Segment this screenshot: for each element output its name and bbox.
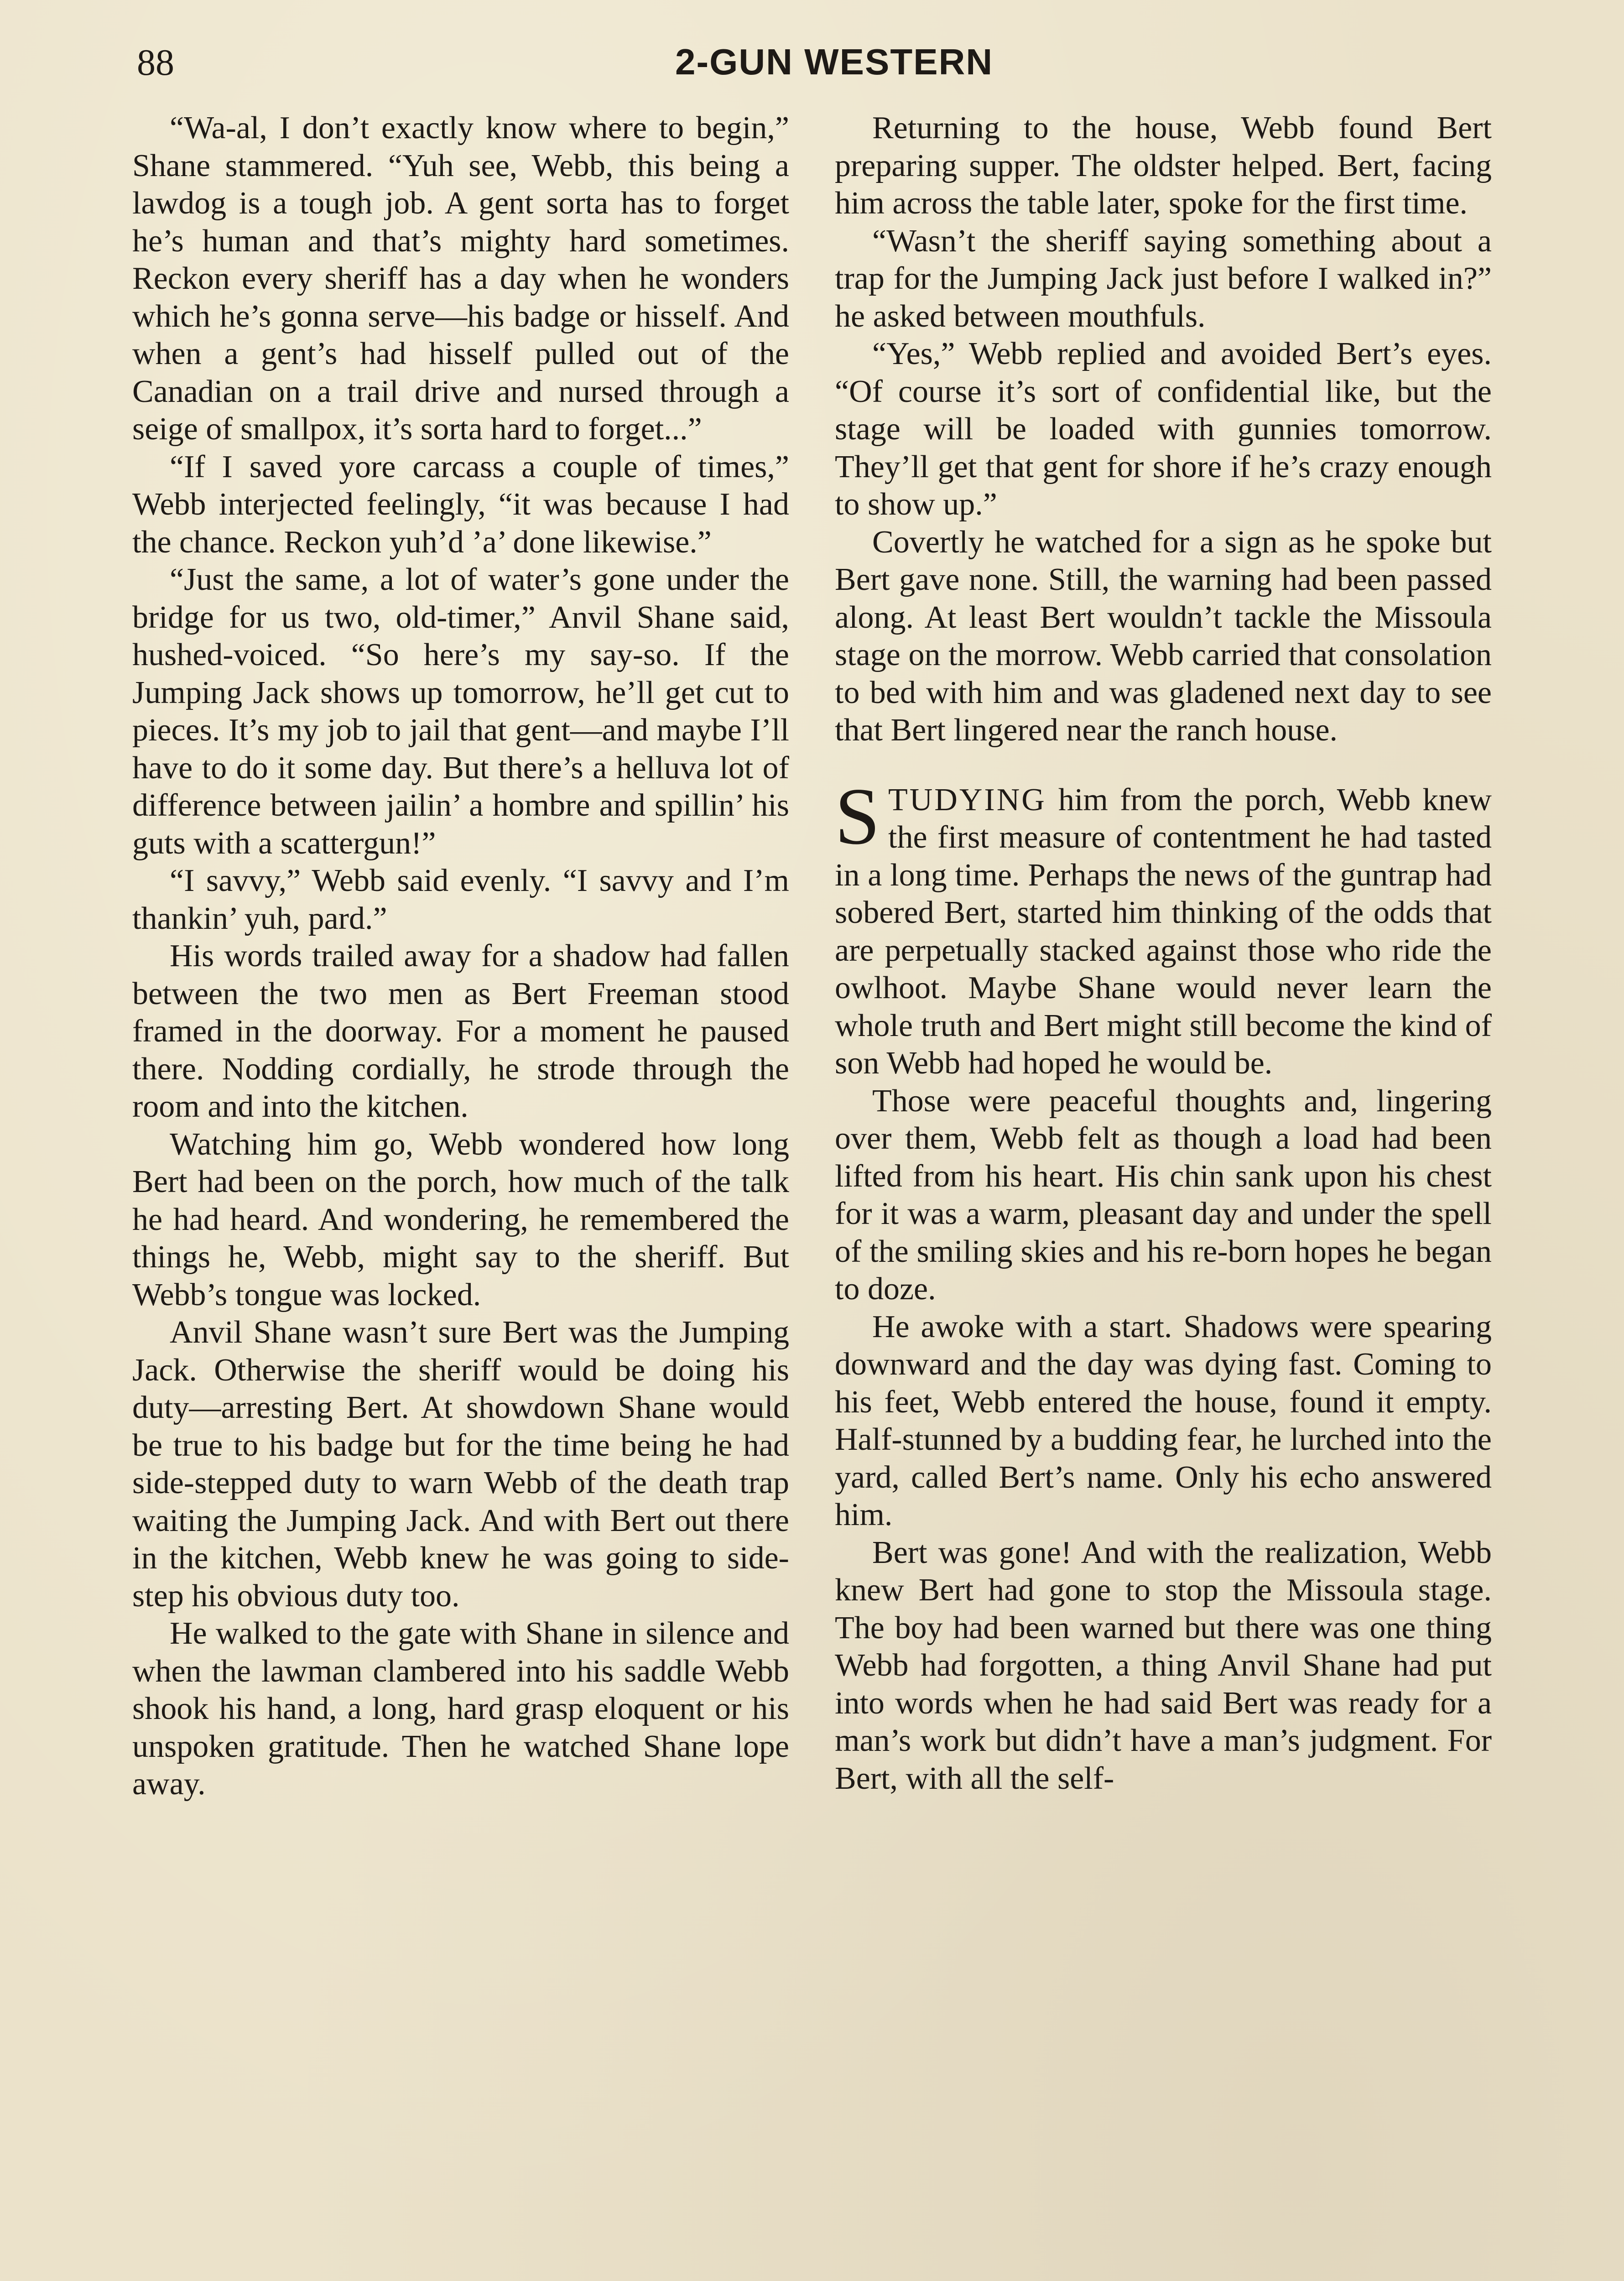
paragraph: Returning to the house, Webb found Bert preparing supper. The oldster helped. Bert, facing him across the table later, spoke for the first time. [835,110,1492,221]
paragraph-text: him from the porch, Webb knew the first measure of contentment he had tasted in a long time. Perhaps the news of the guntrap had sobered Bert, started him thinking of the odds that are perpetually stacked against those who ride the owlhoot. Maybe Shane would never learn the whole truth and Bert might still become the kind of son Webb had hoped he would be. [835,782,1492,1081]
paragraph: Those were peaceful thoughts and, lingering over them, Webb felt as though a load had been lifted from his heart. His chin sank upon his chest for it was a warm, pleasant day and under the spell of the smiling skies and his re-born hopes he began to doze. [835,1083,1492,1307]
paragraph: “If I saved yore carcass a couple of times,” Webb interjected feelingly, “it was because I had the chance. Reckon yuh’d ’a’ done likewise.” [132,449,789,560]
left-column [132,109,789,1803]
paragraph: Covertly he watched for a sign as he spoke but Bert gave none. Still, the warning had been passed along. At least Bert wouldn’t tackle the Missoula stage on the morrow. Webb carried that consolation to bed with him and was gladened next day to see that Bert lingered near the ranch house. [835,524,1492,748]
section-opening-paragraph [835,771,1492,1083]
drop-cap: S [835,771,880,861]
small-caps-lead: TUDYING [888,782,1046,818]
running-head: 2-GUN WESTERN [675,42,994,82]
paragraph: “Yes,” Webb replied and avoided Bert’s eyes. “Of course it’s sort of confidential like, but the stage will be loaded with gunnies tomorrow. They’ll get that gent for shore if he’s crazy enough to show up.” [835,336,1492,522]
paragraph: Watching him go, Webb wondered how long Bert had been on the porch, how much of the talk he had heard. And wondering, he remembered the things he, Webb, might say to the sheriff. But Webb’s tongue was locked. [132,1126,789,1312]
right-column [835,109,1492,1797]
paragraph: Bert was gone! And with the realization, Webb knew Bert had gone to stop the Missoula stage. The boy had been warned but there was one thing Webb had forgotten, a thing Anvil Shane had put into words when he had said Bert was ready for a man’s work but didn’t have a man’s judgment. For Bert, with all the self- [835,1535,1492,1796]
paragraph: Anvil Shane wasn’t sure Bert was the Jumping Jack. Otherwise the sheriff would be doing his duty—arresting Bert. At showdown Shane would be true to his badge but for the time being he had side-stepped duty to warn Webb of the death trap waiting the Jumping Jack. And with Bert out there in the kitchen, Webb knew he was going to side-step his obvious duty too. [132,1315,789,1614]
page-number: 88 [137,42,174,83]
paragraph: His words trailed away for a shadow had fallen between the two men as Bert Freeman stood framed in the doorway. For a moment he paused there. Nodding cordially, he strode through the room and into the kitchen. [132,938,789,1124]
paragraph: “Just the same, a lot of water’s gone under the bridge for us two, old-timer,” Anvil Shane said, hushed-voiced. “So here’s my say-so. If the Jumping Jack shows up tomorrow, he’ll get cut to pieces. It’s my job to jail that gent—and maybe I’ll have to do it some day. But there’s a helluva lot of difference between jailin’ a hombre and spillin’ his guts with a scattergun!” [132,562,789,861]
paragraph: “Wa-al, I don’t exactly know where to begin,” Shane stammered. “Yuh see, Webb, this being a lawdog is a tough job. A gent sorta has to forget he’s human and that’s mighty hard sometimes. Reckon every sheriff has a day when he wonders which he’s gonna serve—his badge or hisself. And when a gent’s had hisself pulled out of the Canadian on a trail drive and nursed through a seige of smallpox, it’s sorta hard to forget...” [132,110,789,447]
paragraph: “I savvy,” Webb said evenly. “I savvy and I’m thankin’ yuh, pard.” [132,863,789,936]
page-header [0,41,1624,96]
paragraph: “Wasn’t the sheriff saying something about a trap for the Jumping Jack just before I walked in?” he asked between mouthfuls. [835,223,1492,334]
paragraph: He awoke with a start. Shadows were spearing downward and the day was dying fast. Coming to his feet, Webb entered the house, found it empty. Half-stunned by a budding fear, he lurched into the yard, called Bert’s name. Only his echo answered him. [835,1309,1492,1532]
paragraph: He walked to the gate with Shane in silence and when the lawman clambered into his saddle Webb shook his hand, a long, hard grasp eloquent or his unspoken gratitude. Then he watched Shane lope away. [132,1616,789,1802]
